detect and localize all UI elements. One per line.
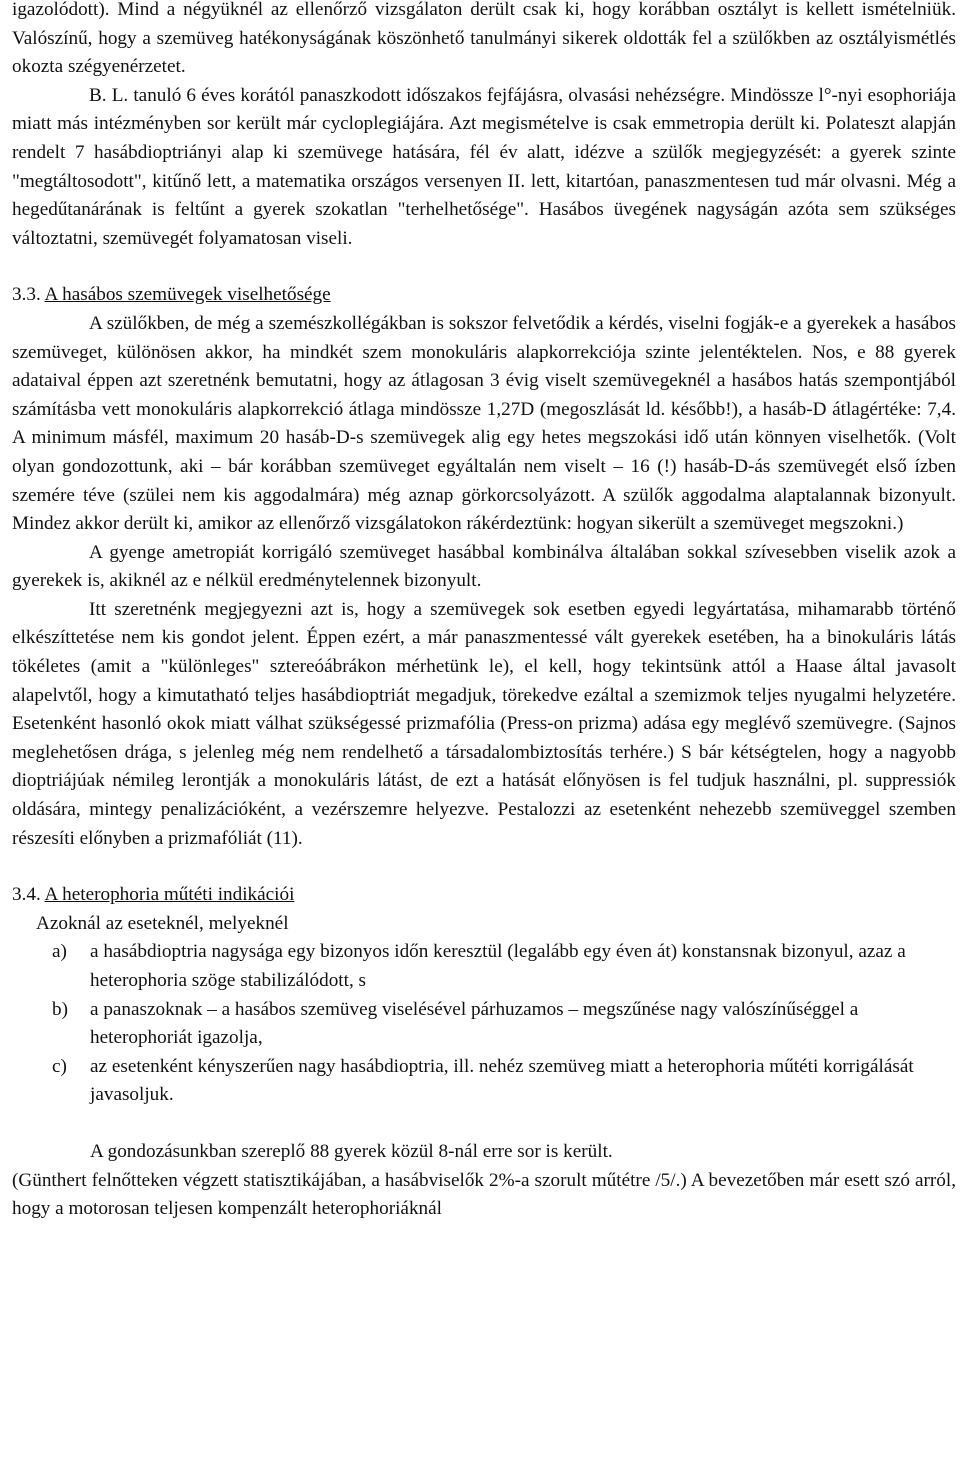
section-title: A hasábos szemüvegek viselhetősége [44,284,331,306]
list-lead: Azoknál az eseteknél, melyeknél [36,912,289,934]
list-marker: b) [52,998,68,1020]
list-item [12,938,956,995]
section-heading-3-4 [12,881,956,910]
indication-list [12,938,956,1110]
conclusion-paragraph: A gondozásunkban szereplő 88 gyerek közül 8-nál erre sor is került. [90,1140,613,1162]
intro-paragraph: igazolódott). Mind a négyüknél az ellenőrző vizsgálaton derült csak ki, hogy korábban osztályt is kellett ismételniük. Valószínű, hogy a szemüveg hatékonyságának köszönhető tanulmányi sikerek oldották fel a szülőkben az osztályismétlés okozta szégyenérzetet. [12,0,956,78]
closing-paragraph: (Günthert felnőtteken végzett statisztikájában, a hasábviselők 2%-a szorult műtétre /5/.) A bevezetőben már esett szó arról, hogy a motorosan teljesen kompenzált heterophoriáknál [12,1169,956,1220]
case-paragraph: B. L. tanuló 6 éves korától panaszkodott időszakos fejfájásra, olvasási nehézségre. Mindössze l°-nyi esophoriája miatt más intézményben sor került már cycloplegiájára. Azt megismételve is csak emmetropia derült ki. Polateszt alapján rendelt 7 hasábdioptriányi alap ki szemüvege hatására, fél év alatt, idézve a szülők megjegyzését: a gyerek szinte "megtáltosodott", kitűnő lett, a matematika országos versenyen II. lett, kitartóan, panaszmentesen tud már olvasni. Még a hegedűtanárának is feltűnt a gyerek szokatlan "terhelhetősége". Hasábos üvegének nagyságán azóta sem szükséges változtatni, szemüvegét folyamatosan viseli. [12,84,956,249]
list-item-text: az esetenként kényszerűen nagy hasábdioptria, ill. nehéz szemüveg miatt a heterophoria műtéti korrigálását javasoljuk. [90,1055,914,1106]
list-marker: a) [52,941,67,963]
spacer [12,1110,956,1138]
section-heading-3-3 [12,281,956,310]
section-number: 3.4. [12,884,41,906]
list-item-text: a hasábdioptria nagysága egy bizonyos időn keresztül (legalább egy éven át) konstansnak bizonyul, azaz a heterophoria szöge stabilizálódott, s [90,941,906,991]
section-title: A heterophoria műtéti indikációi [44,884,295,906]
document-page [12,0,956,1224]
list-item-text: a panaszoknak – a hasábos szemüveg viselésével párhuzamos – megszűnése nagy valószínűséggel a heterophoriát igazolja, [90,998,859,1049]
list-marker: c) [52,1055,67,1077]
section-number: 3.3. [12,284,41,306]
spacer [12,253,956,281]
list-item [12,996,956,1053]
list-item [12,1053,956,1110]
section-paragraph: Itt szeretnénk megjegyezni azt is, hogy a szemüvegek sok esetben egyedi legyártatása, mihamarabb történő elkészíttetése nem kis gondot jelent. Éppen ezért, a már panaszmentessé vált gyerekek esetében, ha a binokuláris látás tökéletes (amit a "különleges" sztereóábrákon mérhetünk le), el kell, hogy tekintsünk attól a Haase által javasolt alapelvtől, hogy a kimutatható teljes hasábdioptriát megadjuk, törekedve ezáltal a szemizmok teljes nyugalmi helyzetére. Esetenként hasonló okok miatt válhat szükségessé prizmafólia (Press-on prizma) adása egy meglévő szemüvegre. (Sajnos meglehetősen drága, s jelenleg még nem rendelhető a társadalombiztosítás terhére.) S bár kétségtelen, hogy a nagyobb dioptriájúak némileg lerontják a monokuláris látást, de ezt a hatását előnyösen is fel tudjuk használni, pl. suppressiók oldására, mintegy penalizációként, a vezérszemre helyezve. Pestalozzi az esetenként nehezebb szemüveggel szemben részesíti előnyben a prizmafóliát (11). [12,598,956,849]
section-paragraph: A gyenge ametropiát korrigáló szemüveget hasábbal kombinálva általában sokkal szívesebben viselik azok a gyerekek is, akiknél az e nélkül eredménytelennek bizonyult. [12,541,956,592]
spacer [12,853,956,881]
section-paragraph: A szülőkben, de még a szemészkollégákban is sokszor felvetődik a kérdés, viselni fogják-e a gyerekek a hasábos szemüveget, különösen akkor, ha mindkét szem monokuláris alapkorrekciója szinte jelentéktelen. Nos, e 88 gyerek adataival éppen azt szeretnénk bemutatni, hogy az átlagosan 3 évig viselt szemüvegeknél a hasábos hatás szempontjából számításba vett monokuláris alapkorrekció átlaga mindössze 1,27D (megoszlását ld. később!), a hasáb-D átlagértéke: 7,4. A minimum másfél, maximum 20 hasáb-D-s szemüvegek alig egy hetes megszokási idő után könnyen viselhetők. (Volt olyan gondozottunk, aki – bár korábban szemüveget egyáltalán nem viselt – 16 (!) hasáb-D-ás szemüvegét első ízben szemére téve (szülei nem kis aggodalmára) még aznap görkorcsolyázott. A szülők aggodalma alaptalannak bizonyult. Mindez akkor derült ki, amikor az ellenőrző vizsgálatokon rákérdeztünk: hogyan sikerült a szemüveget megszokni.) [12,312,956,535]
